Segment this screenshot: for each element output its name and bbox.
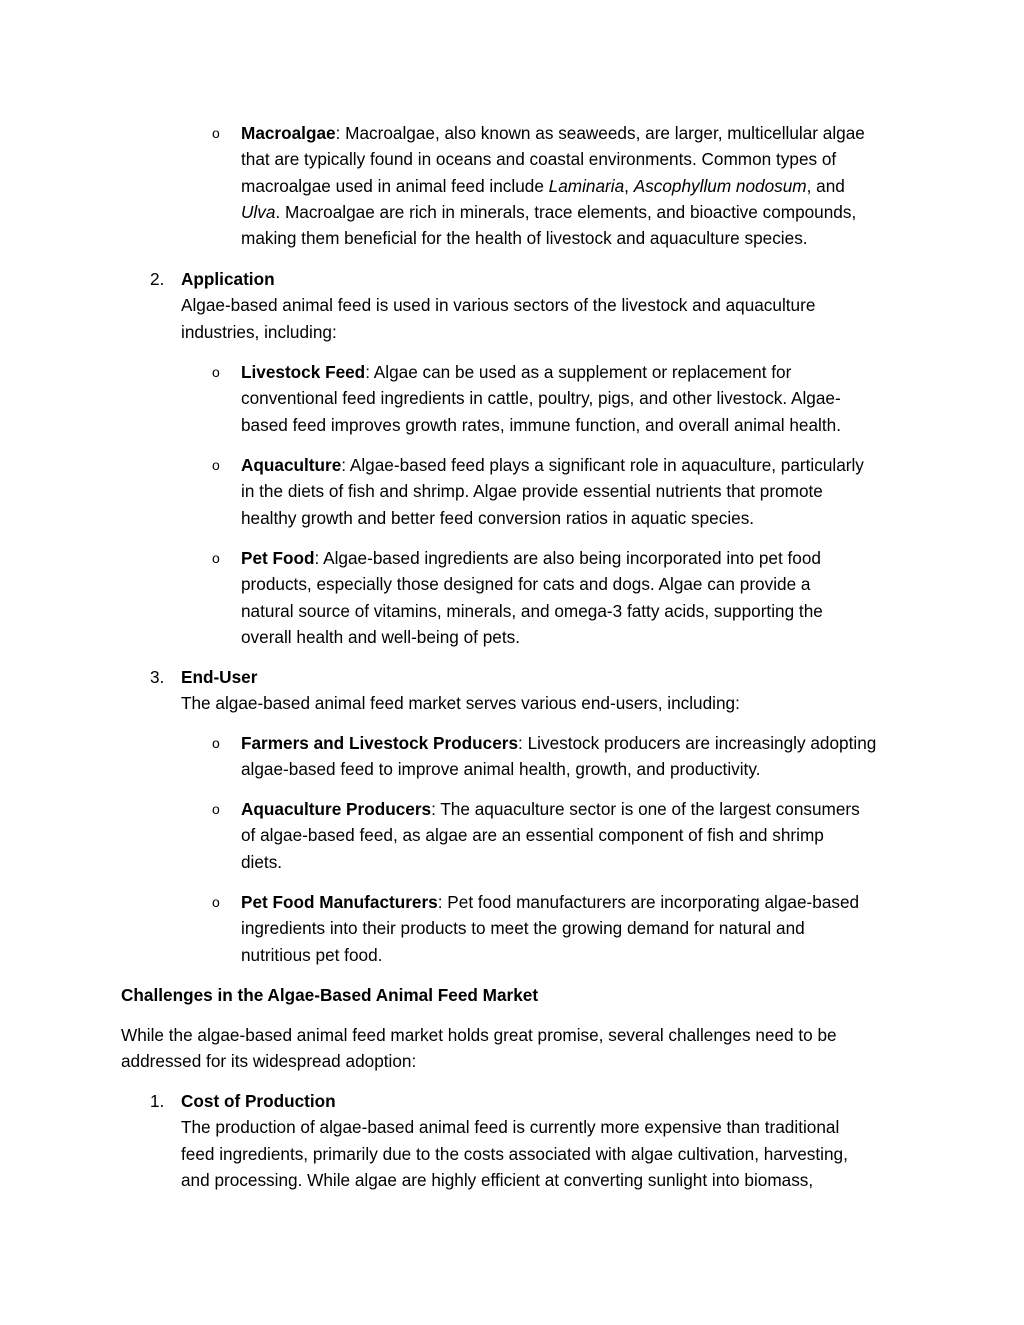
paragraph-text: While the algae-based animal feed market holds great promise, several challenges need to be (121, 1025, 837, 1045)
item-text: healthy growth and better feed conversion ratios in aquatic species. (241, 507, 755, 528)
item-text: Algae-based feed plays a significant role in aquaculture, particularly (349, 455, 864, 475)
section-text: industries, including: (181, 321, 337, 342)
challenges-intro (121, 1022, 909, 1075)
application-section (181, 266, 909, 345)
bullet-marker: o (212, 364, 220, 380)
species-name: Ascophyllum nodosum (633, 175, 807, 196)
item-text: algae-based feed to improve animal health, growth, and productivity. (241, 759, 761, 780)
bullet-marker: o (212, 735, 220, 751)
item-title: Livestock Feed (241, 362, 366, 382)
bullet-marker: o (212, 801, 220, 817)
item-text: products, especially those designed for cats and dogs. Algae can provide a (241, 574, 811, 595)
item-text: diets. (241, 851, 283, 872)
item-text: Pet food manufacturers are incorporating algae-based (447, 892, 860, 912)
section-title: Application (181, 269, 275, 289)
item-title: Aquaculture Producers (241, 799, 432, 819)
item-text: Livestock producers are increasingly adopting (527, 733, 877, 753)
item-text: of algae-based feed, as algae are an essential component of fish and shrimp (241, 825, 824, 846)
item-text: macroalgae used in animal feed include (241, 175, 549, 196)
item-text: nutritious pet food. (241, 944, 383, 965)
item-text: Algae can be used as a supplement or replacement for (373, 362, 792, 382)
section-text: feed ingredients, primarily due to the costs associated with algae cultivation, harvesting, (181, 1143, 848, 1164)
list-number: 2. (150, 269, 165, 289)
item-text: Macroalgae, also known as seaweeds, are larger, multicellular algae (345, 123, 865, 143)
separator: : (335, 123, 346, 143)
list-item (241, 359, 909, 438)
item-text: based feed improves growth rates, immune function, and overall animal health. (241, 414, 841, 435)
bullet-marker: o (212, 894, 220, 910)
section-title: Cost of Production (181, 1091, 336, 1111)
item-text: conventional feed ingredients in cattle, poultry, pigs, and other livestock. Algae- (241, 388, 841, 409)
separator: : (341, 455, 350, 475)
separator: : (314, 548, 324, 568)
challenges-heading (121, 982, 909, 1008)
list-number: 1. (150, 1091, 165, 1111)
item-text: natural source of vitamins, minerals, and omega-3 fatty acids, supporting the (241, 600, 823, 621)
macroalgae-item (241, 120, 909, 251)
list-item (241, 889, 909, 968)
item-text: that are typically found in oceans and coastal environments. Common types of (241, 149, 837, 170)
item-title: Aquaculture (241, 455, 342, 475)
item-text: , and (806, 175, 845, 196)
list-number: 3. (150, 667, 165, 687)
separator: : (431, 799, 441, 819)
list-item (241, 730, 909, 783)
separator: : (518, 733, 528, 753)
item-title: Farmers and Livestock Producers (241, 733, 519, 753)
bullet-marker: o (212, 125, 220, 141)
item-title: Pet Food (241, 548, 315, 568)
end-user-section (181, 664, 909, 717)
section-text: The algae-based animal feed market serves various end-users, including: (181, 693, 740, 714)
bullet-marker: o (212, 457, 220, 473)
section-text: The production of algae-based animal feed is currently more expensive than traditional (181, 1117, 840, 1138)
item-text: ingredients into their products to meet the growing demand for natural and (241, 918, 805, 939)
item-text: making them beneficial for the health of livestock and aquaculture species. (241, 228, 808, 249)
species-name: Laminaria (548, 175, 625, 196)
item-title: Macroalgae (241, 123, 336, 143)
item-text: The aquaculture sector is one of the largest consumers (440, 799, 860, 819)
section-title: End-User (181, 667, 258, 687)
bullet-marker: o (212, 550, 220, 566)
cost-of-production-section (181, 1088, 909, 1193)
list-item (241, 796, 909, 875)
species-name: Ulva (241, 201, 276, 222)
heading-text: Challenges in the Algae-Based Animal Feed Market (121, 985, 539, 1005)
section-text: and processing. While algae are highly efficient at converting sunlight into biomass, (181, 1169, 814, 1190)
section-text: Algae-based animal feed is used in various sectors of the livestock and aquaculture (181, 295, 816, 316)
item-text: . Macroalgae are rich in minerals, trace elements, and bioactive compounds, (275, 201, 857, 222)
paragraph-text: addressed for its widespread adoption: (121, 1051, 417, 1072)
item-text: overall health and well-being of pets. (241, 626, 520, 647)
list-item (241, 452, 909, 531)
separator: : (437, 892, 448, 912)
item-text: in the diets of fish and shrimp. Algae provide essential nutrients that promote (241, 481, 823, 502)
item-title: Pet Food Manufacturers (241, 892, 438, 912)
item-text: , (624, 175, 634, 196)
item-text: Algae-based ingredients are also being incorporated into pet food (323, 548, 821, 568)
separator: : (365, 362, 374, 382)
list-item (241, 545, 909, 650)
